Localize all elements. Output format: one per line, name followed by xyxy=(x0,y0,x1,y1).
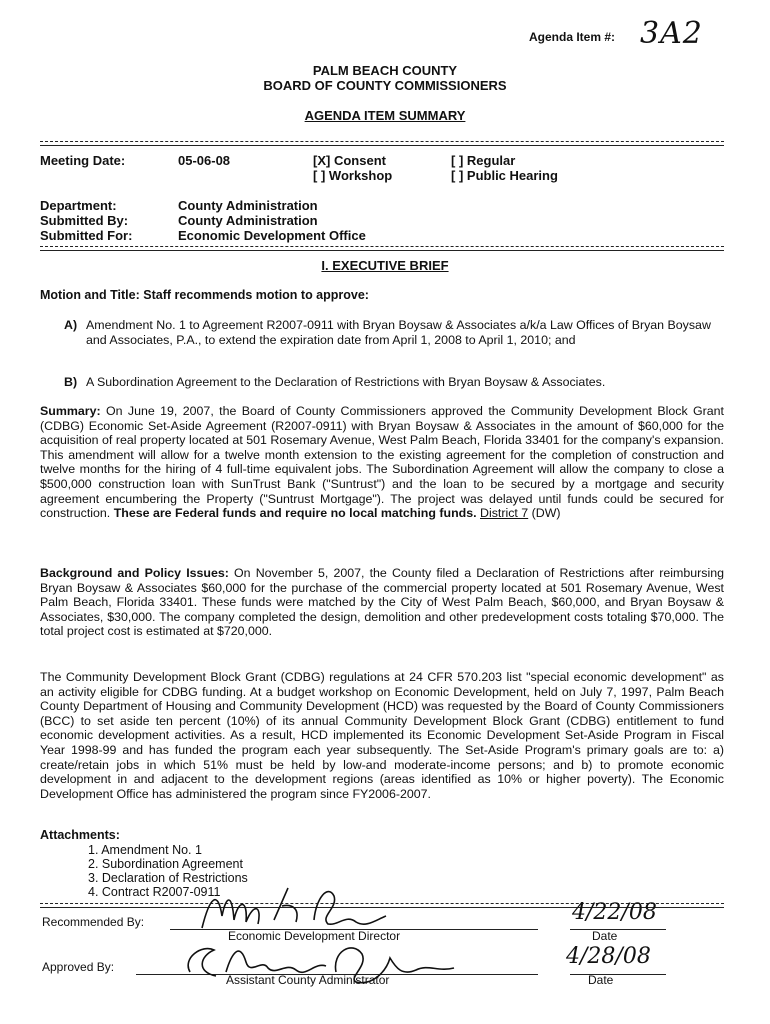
motion-item-a: A) Amendment No. 1 to Agreement R2007-0911 with Bryan Boysaw & Associates a/k/a Law Offices of Bryan Boysaw and Associates, P.A., to extend the expiration date from April 1, 2008 to April 1, 2010; and xyxy=(64,318,711,347)
option-workshop: [ ] Workshop xyxy=(313,168,393,183)
meeting-date-value: 05-06-08 xyxy=(178,153,231,168)
submitted-by-value: County Administration xyxy=(178,213,318,228)
background-paragraph: Background and Policy Issues: On November 5, 2007, the County filed a Declaration of Restrictions after reimbursing Bryan Boysaw & Associates $60,000 for the purchase of the commercial property located at 501 Rosemary Avenue, West Palm Beach, Florida 33401. These funds were matched by the City of West Palm Beach, $60,000, and Bryan Boysaw & Associates, $30,000. The company completed the design, demolition and other predevelopment costs totaling $70,000. The total project cost is estimated at $720,000. xyxy=(40,566,724,639)
board-name: BOARD OF COUNTY COMMISSIONERS xyxy=(263,78,507,93)
attachment-item: 3. Declaration of Restrictions xyxy=(88,871,248,885)
approved-title: Assistant County Administrator xyxy=(226,973,390,987)
submitted-for-label: Submitted For: xyxy=(40,228,133,243)
recommended-date: 4/22/08 xyxy=(572,900,657,925)
checkbox: [ ] xyxy=(451,153,464,168)
divider xyxy=(40,246,724,247)
date-line xyxy=(570,929,666,930)
district-label: District 7 xyxy=(480,506,529,521)
divider xyxy=(40,145,724,146)
checkbox-checked: [X] xyxy=(313,153,331,168)
checkbox: [ ] xyxy=(313,168,326,183)
submitted-for-value: Economic Development Office xyxy=(178,228,366,243)
option-consent: [X] Consent xyxy=(313,153,386,168)
date-line xyxy=(570,974,666,975)
attachment-item: 1. Amendment No. 1 xyxy=(88,843,202,857)
date-label: Date xyxy=(588,973,614,987)
agenda-item-number: 3A2 xyxy=(640,16,703,51)
executive-brief-heading: I. EXECUTIVE BRIEF xyxy=(321,258,449,273)
option-public-hearing: [ ] Public Hearing xyxy=(451,168,558,183)
attachments-label: Attachments: xyxy=(40,828,120,842)
option-regular: [ ] Regular xyxy=(451,153,516,168)
approved-date: 4/28/08 xyxy=(566,944,651,969)
meeting-date-label: Meeting Date: xyxy=(40,153,126,168)
summary-paragraph: Summary: On June 19, 2007, the Board of County Commissioners approved the Community Development Block Grant (CDBG) Economic Set-Aside Agreement (R2007-0911) with Bryan Boysaw & Associates in the amount of $60,000 for the acquisition of real property located at 501 Rosemary Avenue, West Palm Beach, Florida 33401 for the company's expansion. This amendment will allow for a twelve month extension to the existing agreement for the completion of construction and twelve months for the hiring of 4 full-time equivalent jobs. The Subordination Agreement will allow the company to close a $500,000 construction loan with SunTrust Bank ("Suntrust") and the loan to be secured by a mortgage and security agreement encumbering the Property ("Suntrust Mortgage"). The project was delayed until funds could be secured for construction. These are Federal funds and require no local matching funds. District 7 (DW) xyxy=(40,404,725,521)
cdbg-paragraph: The Community Development Block Grant (CDBG) regulations at 24 CFR 570.203 list "special economic development" as an activity eligible for CDBG funding. At a budget workshop on Economic Development, held on July 7, 1997, Palm Beach County Department of Housing and Community Development (HCD) was requested by the Board of County Commissioners (BCC) to set aside ten percent (10%) of its annual Community Development Block Grant (CDBG) entitlement to fund economic development activities. As a result, HCD implemented its Economic Development Set-Aside Program in Fiscal Year 1998-99 and has funded the program each year subsequently. The Set-Aside Program's primary goals are to: a) create/retain jobs in which 51% must be held by low-and moderate-income persons; and b) to promote economic development in and adjacent to the development regions (areas identified as 10% or higher poverty). The Economic Development Office has administered the program since FY2006-2007. xyxy=(40,670,724,801)
date-label: Date xyxy=(592,929,618,943)
department-label: Department: xyxy=(40,198,117,213)
checkbox: [ ] xyxy=(451,168,464,183)
motion-item-b: B) A Subordination Agreement to the Declaration of Restrictions with Bryan Boysaw & Associates. xyxy=(64,375,606,389)
county-name: PALM BEACH COUNTY xyxy=(312,63,458,78)
attachment-item: 2. Subordination Agreement xyxy=(88,857,243,871)
motion-and-title: Motion and Title: Staff recommends motion to approve: xyxy=(40,288,369,302)
agenda-item-label: Agenda Item #: xyxy=(529,30,616,44)
submitted-by-label: Submitted By: xyxy=(40,213,129,228)
recommended-by-label: Recommended By: xyxy=(42,915,145,929)
divider xyxy=(40,250,724,251)
attachment-item: 4. Contract R2007-0911 xyxy=(88,885,221,899)
recommended-title: Economic Development Director xyxy=(228,929,401,943)
summary-title: AGENDA ITEM SUMMARY xyxy=(304,108,466,123)
divider xyxy=(40,141,724,142)
department-value: County Administration xyxy=(178,198,318,213)
approved-by-label: Approved By: xyxy=(42,960,115,974)
